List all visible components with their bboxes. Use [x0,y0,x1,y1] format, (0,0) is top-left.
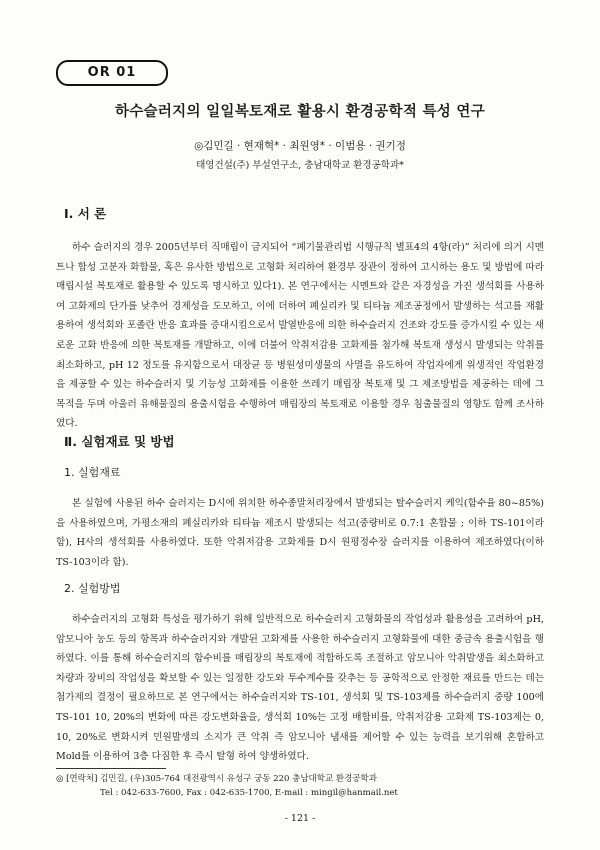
subsection-heading-materials: 1. 실험재료 [64,466,121,479]
materials-paragraph: 본 실험에 사용된 하수 슬러지는 D시에 위치한 하수종말처리장에서 발생되는 탈수슬러지 케익(함수율 80~85%)을 사용하였으며, 가평소재의 폐실리카와 티타늄 제조시 발생되는 석고(중량비로 0.7:1 혼합물 ; 이하 TS-101이라 함), H사의 생석회를 사용하였다. 또한 악취저감용 고화제를 D시 원평정수장 슬러지를 이용하여 제조하였다(이하 TS-103이라 함). [56,498,544,568]
paper-title: 하수슬러지의 일일복토재로 활용시 환경공학적 특성 연구 [114,104,486,120]
session-badge: OR 01 [56,60,168,86]
methods-paragraph: 하수슬러지의 고형화 특성을 평가하기 위해 일반적으로 하수슬러지 고형화물의 작업성과 활용성을 고려하여 pH, 암모니아 농도 등의 항목과 하수슬러지와 개발된 고화제를 사용한 하수슬러지 고형화물에 대한 중금속 용출시험을 행하였다. 이를 통해 하수슬러지의 함수비를 매립장의 복토재에 적합하도록 조절하고 암모니아 악취발생을 최소화하고 차량과 장비의 작업성을 확보할 수 있는 일정한 강도와 투수계수를 갖추는 등 공학적으로 안정한 재료를 만드는 데는 첨가제의 결정이 필요하므로 본 연구에서는 하수슬러지와 TS-101, 생석회 및 TS-103제를 하수슬러지 중량 100에 TS-101 10, 20%의 변화에 따른 강도변화율을, 생석회 10%는 고정 배합비를, 악취저감용 고화제 TS-103제는 0, 10, 20%로 변화시켜 민원발생의 소지가 큰 악취 즉 암모니아 냄새를 제어할 수 있는 능력을 보기위해 혼합하고 Mold를 이용하여 3층 다짐한 후 즉시 탈형 하여 양생하였다. [56,614,544,763]
footnote-contact-details: Tel : 042-633-7600, Fax : 042-635-1700, E-mail : mingil@hanmail.net [100,788,398,798]
affiliation: 태영건설(주) 부설연구소, 충남대학교 환경공학과* [196,160,404,171]
subsection-heading-methods: 2. 실험방법 [64,582,121,595]
page-number: - 121 - [284,813,316,824]
introduction-paragraph: 하수 슬러지의 경우 2005년부터 직매립이 금지되어 “폐기물관리법 시행규칙 별표4의 4항(라)” 처리에 의거 시멘트나 합성 고분자 화합물, 혹은 유사한 방법으로 고형화 처리하여 환경부 장관이 정하여 고시하는 용도 및 방법에 따라 매립시설 복토재로 활용할 수 있도록 명시하고 있다1). 본 연구에서는 시멘트와 같은 자경성을 가진 생석회를 사용하여 고화제의 단가를 낮추어 경제성을 도모하고, 이에 더하여 폐실리카 및 티타늄 제조공정에서 발생하는 석고를 재활용하여 생석회와 포졸란 반응 효과를 증대시킴으로서 발열반응에 의한 하수슬러지 건조와 강도를 증가시킬 수 있는 새로운 고화 반응에 의한 복토재를 개발하고, 이에 더불어 악취저감용 고화제를 첨가해 복토재 생성시 발생되는 악취를 최소화하고, pH 12 정도를 유지함으로서 대장균 등 병원성미생물의 사멸을 유도하여 작업자에게 위생적인 작업환경을 제공할 수 있는 하수슬러지 및 기능성 고화제를 이용한 쓰레기 매립장 복토재 및 그 제조방법을 제공하는 데에 그 목적을 두며 아울러 유해물질의 용출시험을 수행하여 매립장의 복토재로 이용할 경우 침출물질의 영향도 함께 조사하였다. [56,242,544,430]
footnote-divider [56,768,166,769]
footnote-contact: ◎ [연락처] 김민길, (우)305-764 대전광역시 유성구 궁동 220 충남대학교 환경공학과 [56,774,377,784]
section-heading-introduction: Ⅰ. 서 론 [64,206,107,221]
section-heading-methods: Ⅱ. 실험재료 및 방법 [64,434,175,449]
author-list: ◎김민길 · 현재혁* · 최원영* · 이범용 · 권기정 [194,140,406,152]
